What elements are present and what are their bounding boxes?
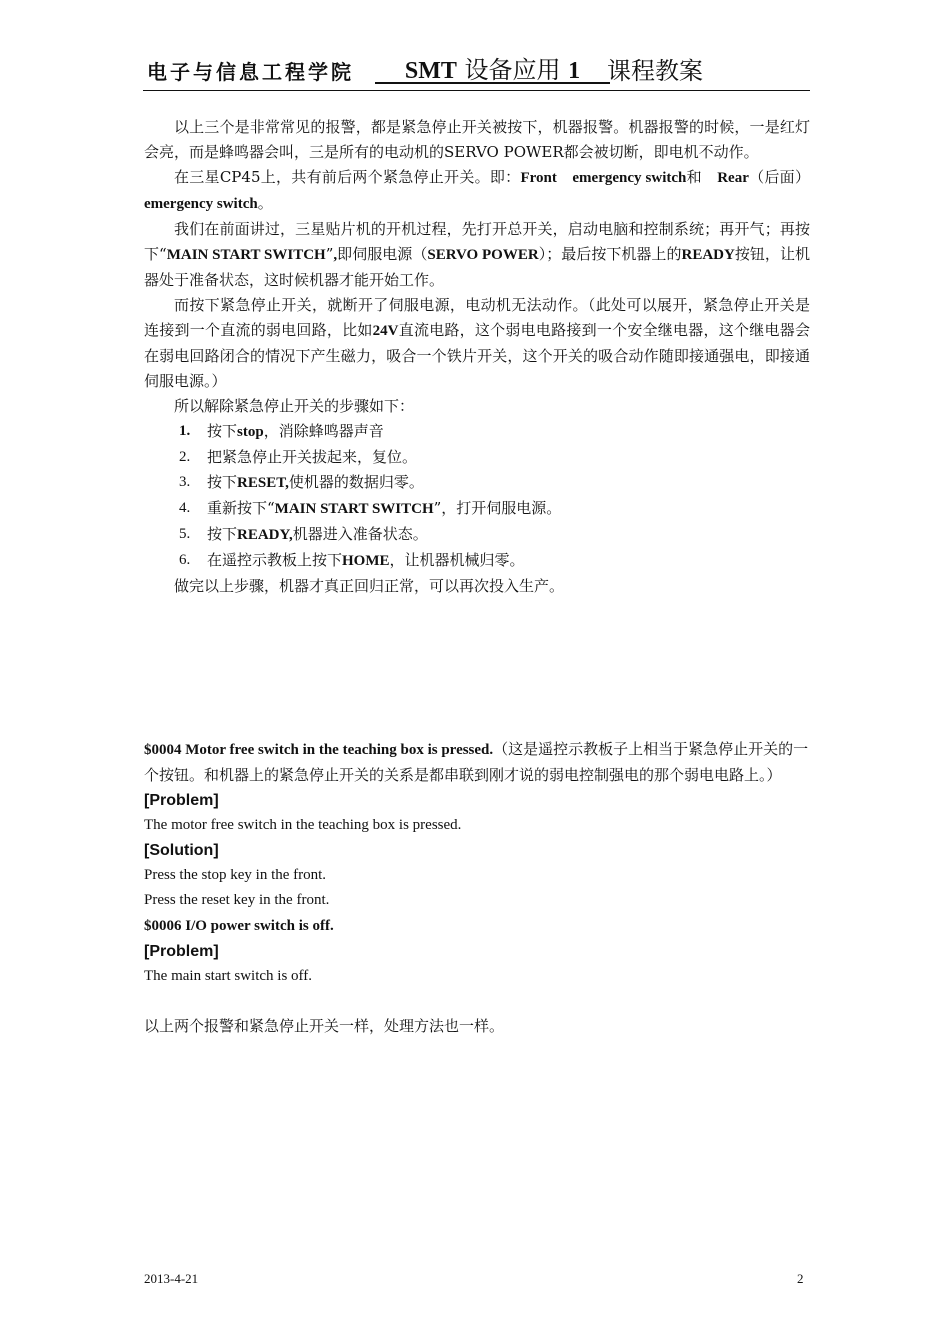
paragraph-3: [144, 217, 810, 293]
course-name: 设备应用: [464, 56, 561, 84]
step-text: ”，打开伺服电源。: [433, 499, 562, 517]
solution-text-2: Press the reset key in the front.: [144, 892, 330, 908]
step-bold: stop: [237, 424, 264, 440]
step-bold: READY,: [237, 527, 293, 543]
solution-text-1: Press the stop key in the front.: [144, 867, 327, 883]
steps-outro: 做完以上步骤，机器才真正回归正常，可以再次投入生产。: [174, 577, 565, 595]
p3-text-c: ”: [325, 245, 334, 263]
step-text: 在遥控示教板上按下: [207, 551, 343, 569]
step-text: 按下: [207, 422, 238, 440]
step-bold: RESET,: [237, 475, 289, 491]
step-number: 4.: [179, 500, 191, 516]
spacer: [144, 989, 810, 1014]
list-item: [144, 548, 810, 574]
step-text: 按下: [207, 525, 238, 543]
step-bold: HOME: [342, 553, 390, 569]
list-item: [144, 496, 810, 522]
alarm-section: [144, 737, 810, 1039]
alarm-0006-title: $0006 I/O power switch is off.: [144, 918, 334, 934]
step-number: 1.: [179, 423, 191, 439]
footer-date: 2013-4-21: [144, 1271, 199, 1286]
p4-bold-24v: 24V: [372, 323, 399, 339]
p3-text-a: 我们在前面讲过，三星贴片机的开机过程，先打开总开关，启动电脑和控制系统；再开气；再按下“: [144, 220, 810, 263]
problem-text: The motor free switch in the teaching box is pressed.: [144, 817, 462, 833]
p4-text-c: 直流电路，这个弱电电路接到一个安全继电器，这个继电器会在弱电回路闭合的情况下产生磁力，吸合一个铁片开关，这个开关的吸合动作随即接通强电，即接通伺服电源。）: [144, 321, 810, 390]
p3-text-d: 即伺服电源（: [337, 245, 428, 263]
course-code: SMT: [404, 58, 457, 84]
p3-bold-main-start: MAIN START SWITCH: [166, 247, 326, 263]
step-bold: MAIN START SWITCH: [274, 501, 434, 517]
step-text: 重新按下“: [207, 499, 275, 517]
p2-text-e: 。: [257, 194, 273, 212]
step-text: ，消除蜂鸣器声音: [263, 422, 384, 440]
closing-text: 以上两个报警和紧急停止开关一样，处理方法也一样。: [144, 1017, 505, 1035]
paragraph-4: [144, 293, 810, 394]
p2-bold-emergency: emergency switch: [144, 196, 258, 212]
list-item: [144, 522, 810, 548]
p2-text-d: （后面）: [748, 168, 810, 186]
main-text: [144, 115, 810, 599]
step-text: 使机器的数据归零。: [288, 473, 424, 491]
p3-text-f: 按钮，让机器处于准备状态，这时候机器才能开始工作。: [144, 245, 810, 289]
problem-label: [Problem]: [144, 943, 219, 960]
p3-text-e: ）；最后按下机器上的: [538, 245, 682, 263]
college-name: 电子与信息工程学院: [147, 60, 354, 84]
problem-label: [Problem]: [144, 792, 219, 809]
p2-bold-rear: Rear: [717, 170, 749, 186]
p2-bold-front: Front emergency switch: [520, 170, 687, 186]
list-item: [144, 470, 810, 496]
alarm-0006: [144, 913, 810, 939]
step-number: 6.: [179, 552, 191, 568]
paragraph-2: [144, 165, 810, 217]
p4-text-a: 而按下紧急停止开关，就断开了伺服电源，电动机无法动作。（此处可以展开，紧急停止开关是连接到一个直流的弱电回路，比如: [144, 296, 810, 339]
step-number: 3.: [179, 474, 191, 490]
alarm-0004-note: （这是遥控示教板子上相当于紧急停止开关的一个按钮。和机器上的紧急停止开关的关系是都串联到刚才说的弱电控制强电的那个弱电电路上。）: [144, 740, 809, 784]
p3-bold-servo: SERVO POWER: [427, 247, 539, 263]
step-text: 把紧急停止开关拔起来，复位。: [207, 448, 418, 466]
alarm-0004: [144, 737, 810, 788]
alarm-0004-title: $0004 Motor free switch in the teaching box is pressed.: [144, 742, 494, 758]
p2-text-c: 和: [686, 168, 718, 186]
list-item: [144, 445, 810, 470]
step-number: 5.: [179, 526, 191, 542]
p3-bold-ready: READY: [681, 247, 735, 263]
header-rule: [143, 90, 810, 91]
page-number: 2: [797, 1271, 804, 1286]
course-title: [375, 50, 610, 84]
p3-bold-comma: ,: [333, 247, 338, 263]
solution-label: [Solution]: [144, 842, 219, 859]
p2-text-a: 在三星CP45上，共有前后两个紧急停止开关。即：: [174, 168, 521, 186]
paragraph-1: 以上三个是非常常见的报警，都是紧急停止开关被按下，机器报警。机器报警的时候，一是红灯会亮，而是蜂鸣器会叫，三是所有的电动机的SERVO POWER都会被切断，即电机不动作。: [144, 118, 810, 161]
step-text: ，让机器机械归零。: [389, 551, 525, 569]
step-text: 机器进入准备状态。: [292, 525, 428, 543]
step-number: 2.: [179, 449, 191, 465]
steps-intro: 所以解除紧急停止开关的步骤如下：: [174, 397, 415, 415]
page-header: [143, 50, 810, 92]
course-number: 1: [568, 58, 581, 84]
problem-text: The main start switch is off.: [144, 968, 313, 984]
doc-type: 课程教案: [607, 57, 703, 85]
steps-list: [144, 419, 810, 574]
list-item: [144, 419, 810, 445]
step-text: 按下: [207, 473, 238, 491]
